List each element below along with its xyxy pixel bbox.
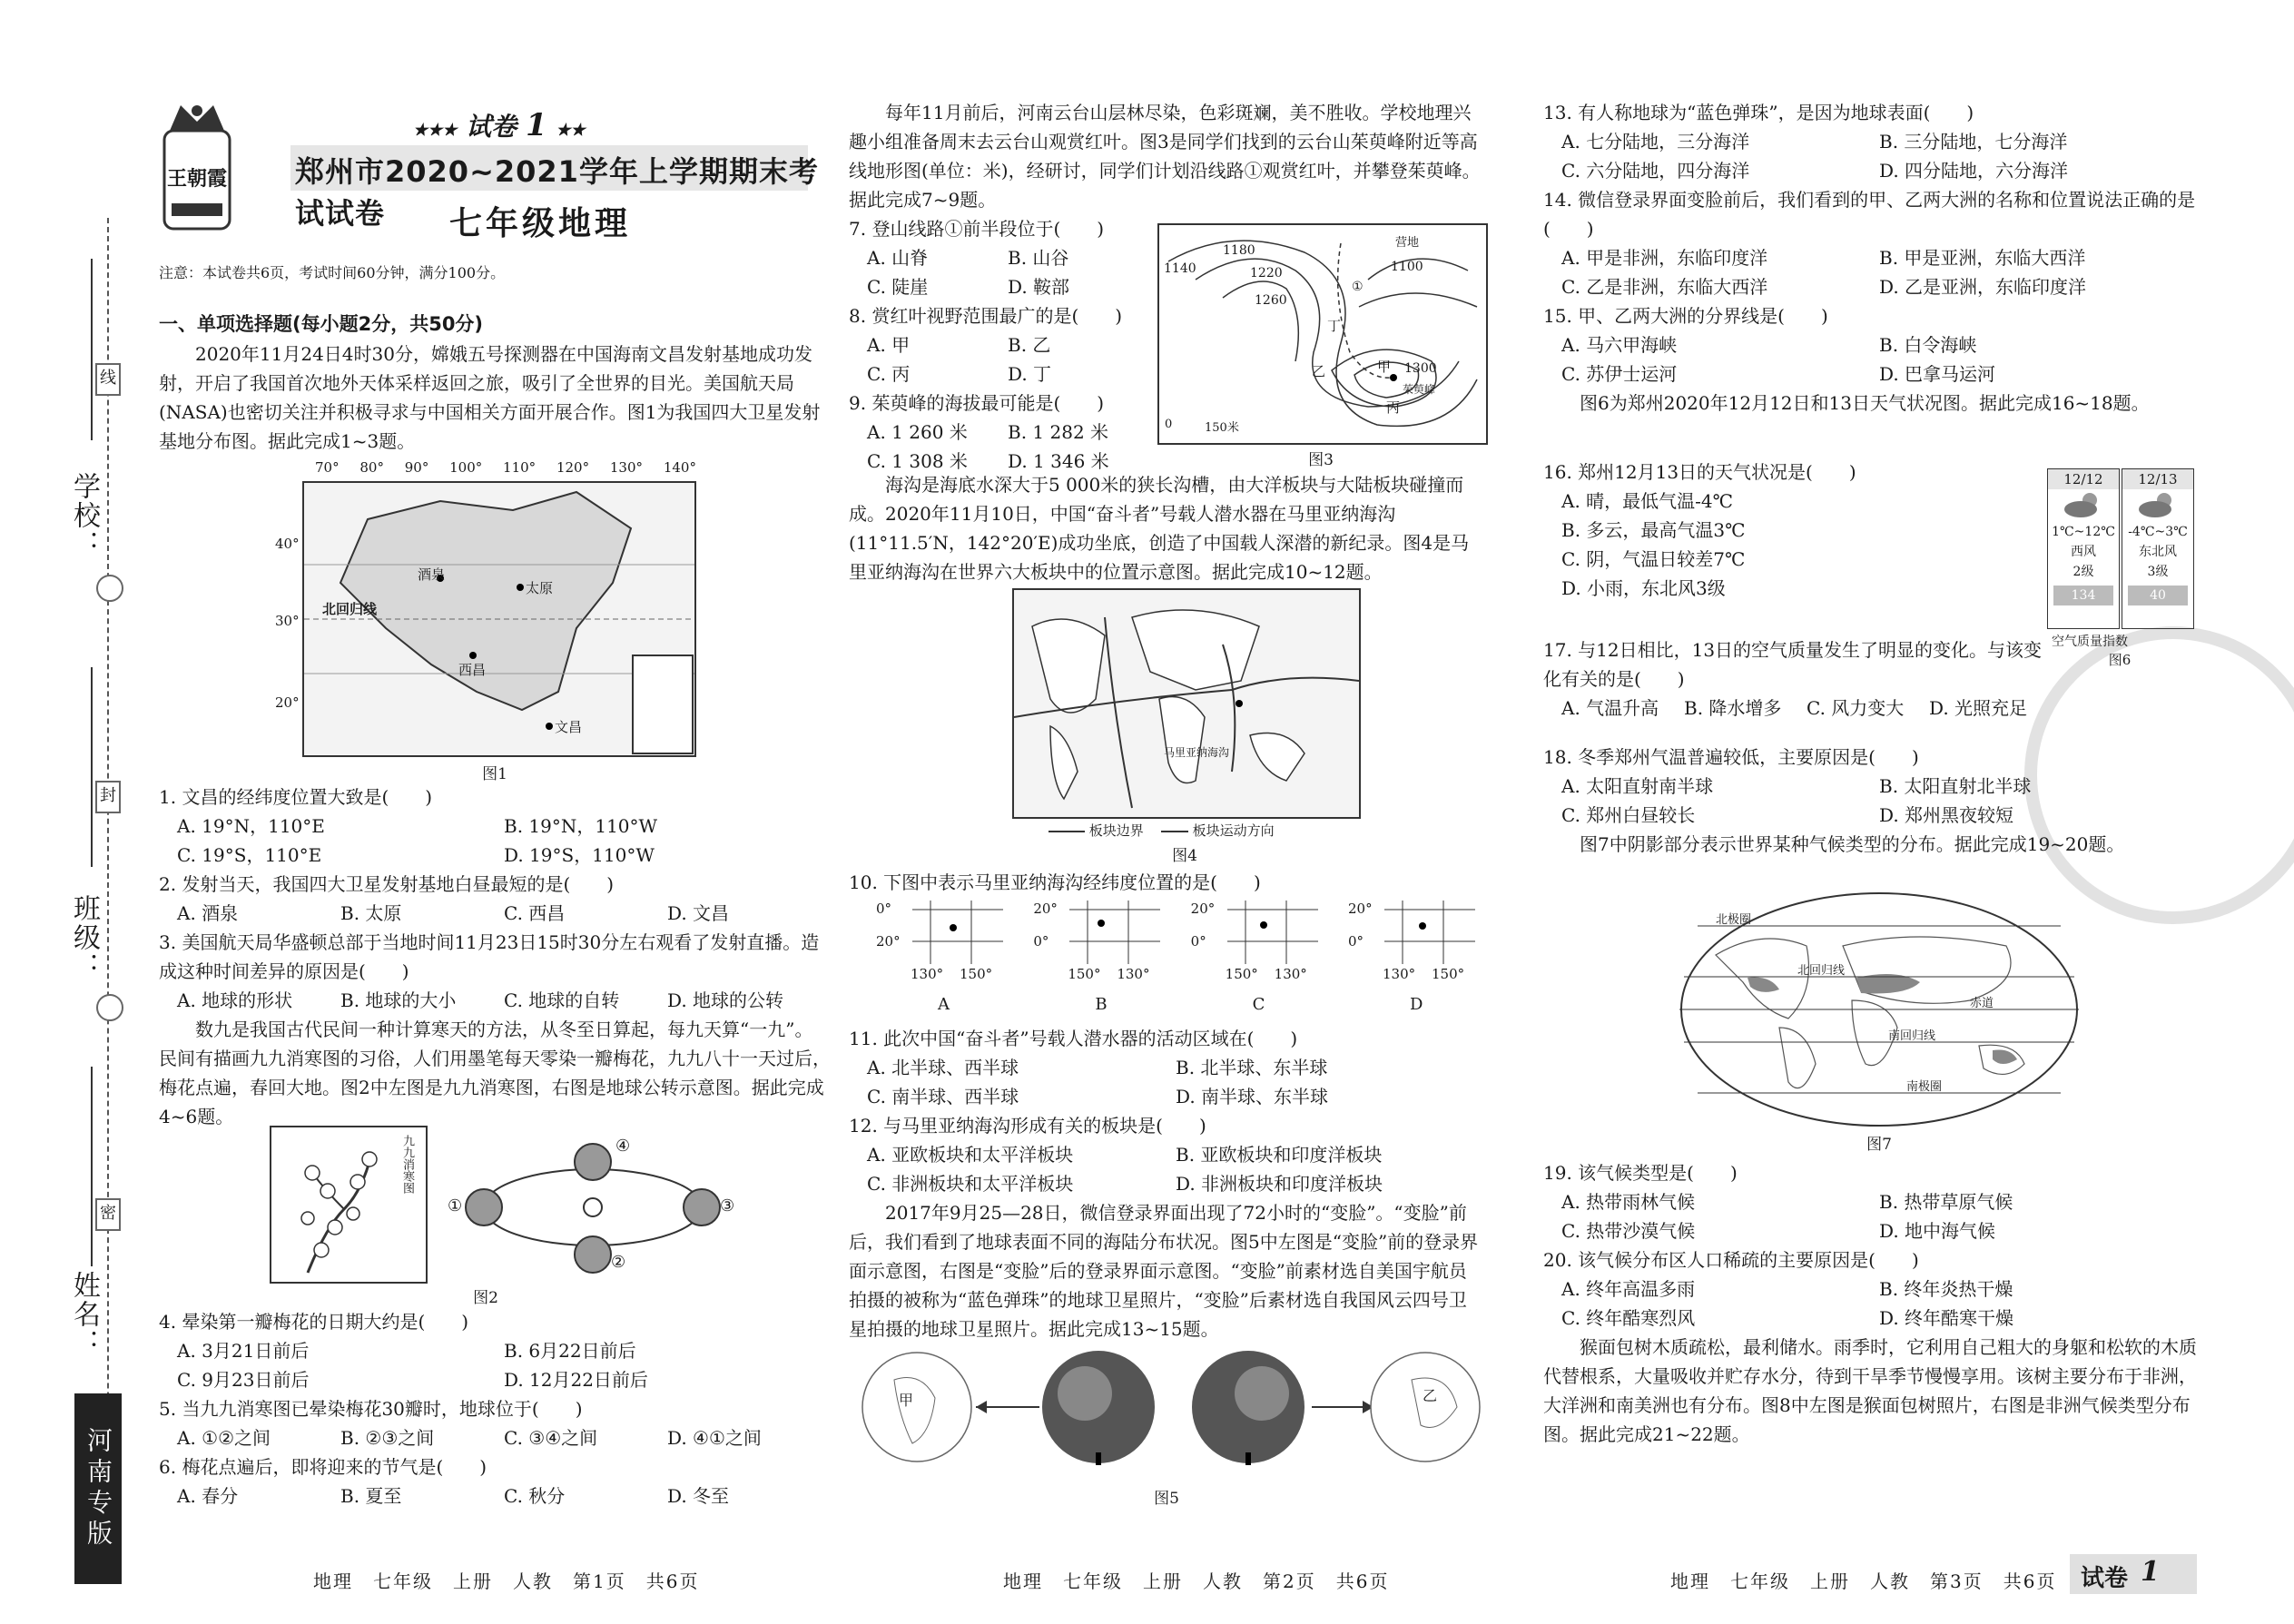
scale-label: 150米 — [1205, 421, 1239, 435]
option: D. 冬至 — [667, 1485, 730, 1507]
section-heading: 一、单项选择题(每小题2分，共50分) — [159, 313, 484, 335]
option: D. 四分陆地，六分海洋 — [1879, 160, 2069, 182]
option: D. 12月22日前后 — [504, 1369, 648, 1391]
brand-name: 王朝霞 — [166, 167, 227, 191]
orbit-position-3: ③ — [720, 1196, 735, 1216]
intro-7-9: 每年11月前后，河南云台山层林尽染，色彩斑斓，美不胜收。学校地理兴趣小组准备周末去云台山观赏红叶。图3是同学们找到的云台山茱萸峰附近等高线地形图(单位：米)，经研讨，同学们计划沿线路①观赏红叶，并攀登茱萸峰。据此完成7~9题。 — [849, 102, 1481, 211]
option: C. 阴，气温日较差7℃ — [1561, 548, 1746, 570]
option: B. 三分陆地，七分海洋 — [1879, 131, 2068, 153]
binding-hole — [96, 575, 123, 602]
contour-label: 1260 — [1255, 293, 1287, 308]
option: C. 六分陆地，四分海洋 — [1561, 160, 1750, 182]
question-5: 5. 当九九消寒图已晕染梅花30瓣时，地球位于( ) — [159, 1398, 583, 1420]
lat-tick: 20° — [275, 694, 300, 711]
tropic-capricorn-label: 南回归线 — [1888, 1029, 1936, 1043]
grid-lat: 0° — [1347, 933, 1364, 950]
lon-tick: 120° — [556, 459, 590, 476]
scale-zero: 0 — [1165, 418, 1173, 431]
contour-label: 1220 — [1250, 266, 1283, 281]
option: C. 9月23日前后 — [177, 1369, 310, 1391]
arctic-circle-label: 北极圈 — [1716, 913, 1752, 927]
option: B. 夏至 — [340, 1485, 402, 1507]
question-6: 6. 梅花点遍后，即将迎来的节气是( ) — [159, 1456, 487, 1478]
seal-mark: 封 — [95, 781, 121, 813]
option: B. 甲是亚洲，东临大西洋 — [1879, 247, 2086, 269]
name-label: 姓名： — [68, 1271, 100, 1358]
weather-date: 12/12 — [2048, 469, 2119, 489]
option: D. 南半球、东半球 — [1176, 1086, 1329, 1107]
question-15-options — [1543, 330, 2197, 389]
option: D. 光照充足 — [1929, 697, 2028, 719]
figure-6-caption: 图6 — [2108, 652, 2132, 668]
intro-1-3: 2020年11月24日4时30分，嫦娥五号探测器在中国海南文昌发射基地成功发射，开启了我国首次地外天体采样返回之旅，吸引了全世界的目光。美国航天局(NASA)也密切关注并积极寻求与中国相关方面开展合作。图1为我国四大卫星发射基地分布图。据此完成1~3题。 — [159, 343, 821, 452]
continent-yi: 乙 — [1423, 1387, 1438, 1404]
col3-questions-b — [1543, 1158, 2197, 1449]
option: B. 北半球、东半球 — [1176, 1057, 1328, 1078]
question-14: 14. 微信登录界面变脸前后，我们看到的甲、乙两大洲的名称和位置说法正确的是( ) — [1543, 189, 2196, 240]
option: D. 文昌 — [667, 902, 730, 924]
question-3-options — [159, 986, 831, 1015]
weather-card-13 — [2122, 468, 2194, 629]
aqi-badge: 134 — [2053, 586, 2113, 605]
option: D. 地球的公转 — [667, 989, 784, 1011]
camp-label: 营地 — [1395, 236, 1420, 250]
weather-temp: 1℃~12℃ — [2052, 525, 2115, 539]
figure-2-plum-chart — [270, 1126, 428, 1284]
contour-label: 1180 — [1223, 243, 1255, 258]
lon-tick: 90° — [404, 459, 429, 476]
binding-hole — [96, 994, 123, 1021]
paper-tab-label: 试卷 — [2081, 1565, 2129, 1592]
intro-19-20: 图7中阴影部分表示世界某种气候类型的分布。据此完成19~20题。 — [1580, 833, 2125, 855]
col3-q18 — [1543, 743, 2197, 859]
paper-tag — [413, 107, 586, 143]
col3-q17 — [1543, 635, 2052, 723]
province-badge: 河南专版 — [74, 1393, 122, 1584]
antarctic-circle-label: 南极圈 — [1906, 1080, 1943, 1094]
figure-1-longitudes — [315, 459, 696, 476]
legend-boundary: 板块边界 — [1088, 822, 1144, 839]
grid-option-a — [876, 901, 1003, 1019]
option: C. 地球的自转 — [504, 989, 620, 1011]
option: A. 终年高温多雨 — [1561, 1278, 1696, 1300]
question-19-options — [1543, 1187, 2197, 1245]
option: D. 丁 — [1008, 363, 1052, 385]
orbit-position-4: ④ — [615, 1137, 631, 1156]
weather-level: 2级 — [2072, 565, 2094, 579]
grid-lat: 0° — [876, 901, 892, 917]
route-label: ① — [1352, 280, 1364, 294]
question-4-options — [159, 1336, 831, 1394]
class-field-line — [91, 667, 93, 867]
figure-2-orbit — [448, 1135, 738, 1280]
grid-lon: 130° — [1117, 966, 1150, 982]
question-1: 1. 文昌的经纬度位置大致是( ) — [159, 786, 433, 808]
label-jiuquan: 酒泉 — [418, 566, 446, 583]
grid-lon: 130° — [911, 966, 944, 982]
option: A. 北半球、西半球 — [867, 1057, 1019, 1078]
option: C. 秋分 — [504, 1485, 566, 1507]
option: A. 3月21日前后 — [177, 1340, 310, 1362]
subject-title: 七年级地理 — [449, 204, 632, 242]
option: A. 七分陆地，三分海洋 — [1561, 131, 1750, 153]
figure-6-legend: 空气质量指数 — [2052, 635, 2128, 649]
option: B. 多云，最高气温3℃ — [1561, 519, 1746, 541]
grid-letter: D — [1409, 995, 1423, 1014]
contour-label: 1100 — [1391, 260, 1423, 274]
option: A. 地球的形状 — [177, 989, 293, 1011]
col1-questions-a — [159, 782, 831, 1131]
option: D. 郑州黑夜较短 — [1879, 804, 2014, 826]
question-9-options — [849, 418, 1148, 476]
option: A. 1 260 米 — [867, 421, 968, 443]
grid-lon: 130° — [1274, 966, 1307, 982]
col2-questions-a — [849, 214, 1148, 476]
option: B. 太原 — [340, 902, 402, 924]
option: A. 酒泉 — [177, 902, 239, 924]
exam-note: 注意：本试卷共6页，考试时间60分钟，满分100分。 — [159, 264, 506, 281]
question-18: 18. 冬季郑州气温普遍较低，主要原因是( ) — [1543, 746, 1919, 768]
question-7-options — [849, 243, 1148, 301]
question-19: 19. 该气候类型是( ) — [1543, 1162, 1738, 1184]
option: B. 6月22日前后 — [504, 1340, 636, 1362]
grid-lat: 0° — [1190, 933, 1206, 950]
question-13-options — [1543, 127, 2197, 185]
col2-questions-b — [849, 1024, 1484, 1343]
grid-lon: 150° — [1068, 966, 1101, 982]
option: C. 终年酷寒烈风 — [1561, 1307, 1696, 1329]
option: A. 甲是非洲，东临印度洋 — [1561, 247, 1768, 269]
option: C. 丙 — [867, 363, 911, 385]
label-taiyuan: 太原 — [526, 580, 554, 596]
intro-4-6: 数九是我国古代民间一种计算寒天的方法，从冬至日算起，每九天算“一九”。民间有描画九九消寒图的习俗，人们用墨笔每天零染一瓣梅花，九九八十一天过后，梅花点遍，春回大地。图2中左图是九九消寒图，右图是地球公转示意图。据此完成4~6题。 — [159, 1019, 831, 1127]
figure-2-caption: 图2 — [473, 1289, 498, 1307]
question-5-options — [159, 1423, 831, 1452]
intro-10-12: 海沟是海底水深大于5 000米的狭长沟槽，由大洋板块与大陆板块碰撞而成。2020年11月10日，中国“奋斗者”号载人潜水器在马里亚纳海沟(11°11.5′N，142°20′E)成功坐底，创造了中国载人深潜的新纪录。图4是马里亚纳海沟在世界六大板块中的位置示意图。据此完成10~12题。 — [849, 474, 1470, 583]
option: D. 终年酷寒干燥 — [1879, 1307, 2014, 1329]
weather-wind: 东北风 — [2139, 545, 2177, 559]
option: A. 甲 — [867, 334, 911, 356]
question-2-options — [159, 899, 831, 928]
line-mark: 线 — [95, 363, 121, 396]
point-yi: 乙 — [1312, 363, 1326, 379]
option: B. ②③之间 — [340, 1427, 435, 1449]
weather-wind: 西风 — [2071, 545, 2096, 559]
option: C. ③④之间 — [504, 1427, 598, 1449]
question-15: 15. 甲、乙两大洲的分界线是( ) — [1543, 305, 1828, 327]
class-label: 班级： — [68, 894, 100, 981]
option: B. 19°N，110°W — [504, 815, 658, 837]
cloud-sun-icon — [2122, 489, 2193, 522]
option: A. 晴，最低气温-4℃ — [1561, 490, 1734, 512]
question-11: 11. 此次中国“奋斗者”号载人潜水器的活动区域在( ) — [849, 1028, 1298, 1049]
question-10-grids — [876, 901, 1475, 1019]
weather-temp: -4℃~3℃ — [2128, 525, 2188, 539]
option: A. 热带雨林气候 — [1561, 1191, 1696, 1213]
option: B. 地球的大小 — [340, 989, 457, 1011]
option: D. 乙是亚洲，东临印度洋 — [1879, 276, 2087, 298]
grid-letter: C — [1252, 995, 1265, 1014]
option: B. 终年炎热干燥 — [1879, 1278, 2013, 1300]
option: C. 南半球、西半球 — [867, 1086, 1019, 1107]
option: B. 降水增多 — [1684, 697, 1782, 719]
weather-card-12 — [2047, 468, 2120, 629]
option: D. ④①之间 — [667, 1427, 762, 1449]
figure-4-caption: 图4 — [1172, 847, 1197, 865]
school-field-line — [91, 259, 93, 440]
stars-right: ★★ — [556, 121, 586, 140]
point-ding: 丁 — [1327, 318, 1342, 334]
label-tropic: 北回归线 — [322, 601, 378, 617]
grid-lon: 130° — [1382, 966, 1416, 982]
label-xichang: 西昌 — [458, 662, 487, 678]
binding-line — [107, 218, 110, 1552]
intro-21-22: 猴面包树木质疏松，最利储水。雨季时，它利用自己粗大的身躯和松软的木质代替根系，大量吸收并贮存水分，待到干旱季节慢慢享用。该树主要分布于非洲，大洋洲和南美洲也有分布。图8中左图是猴面包树照片，右图是非洲气候类型分布图。据此完成21~22题。 — [1543, 1336, 2197, 1445]
grid-option-d — [1348, 901, 1475, 1019]
equator-label: 赤道 — [1970, 997, 1994, 1010]
stars-left: ★★★ — [413, 121, 458, 140]
option: A. 山脊 — [867, 247, 929, 269]
option: A. 马六甲海峡 — [1561, 334, 1678, 356]
label-wenchang: 文昌 — [555, 719, 583, 735]
option: D. 巴拿马运河 — [1879, 363, 1996, 385]
arrow-swatch — [1161, 831, 1188, 832]
question-12-options — [849, 1140, 1484, 1198]
lat-tick: 40° — [275, 536, 300, 552]
grid-letter: A — [938, 995, 950, 1014]
option: C. 风力变大 — [1807, 697, 1905, 719]
figure-4-plate-map — [1012, 588, 1361, 819]
option: D. 1 346 米 — [1008, 450, 1109, 472]
question-17-options — [1543, 694, 2052, 723]
weather-level: 3级 — [2147, 565, 2169, 579]
name-field-line — [91, 1067, 93, 1266]
point-jia: 甲 — [1377, 359, 1392, 375]
option: C. 乙是非洲，东临大西洋 — [1561, 276, 1768, 298]
question-16-options — [1543, 487, 1943, 603]
col3-q16 — [1543, 458, 1943, 603]
page-footer-3: 地理 七年级 上册 人教 第3页 共6页 — [1670, 1570, 2057, 1592]
option: C. 非洲板块和太平洋板块 — [867, 1173, 1074, 1195]
aqi-badge: 40 — [2128, 586, 2188, 605]
school-label: 学校： — [68, 472, 100, 559]
question-8: 8. 赏红叶视野范围最广的是( ) — [849, 305, 1123, 327]
binding-margin — [0, 0, 136, 1624]
orbit-position-2: ② — [611, 1253, 626, 1272]
grid-letter: B — [1095, 995, 1108, 1014]
option: D. 非洲板块和印度洋板块 — [1176, 1173, 1383, 1195]
question-18-options — [1543, 772, 2197, 830]
legend-movement: 板块运动方向 — [1192, 822, 1275, 839]
option: C. 苏伊士运河 — [1561, 363, 1678, 385]
question-7: 7. 登山线路①前半段位于( ) — [849, 218, 1105, 240]
point-bing: 丙 — [1386, 399, 1401, 416]
question-17: 17. 与12日相比，13日的空气质量发生了明显的变化。与该变化有关的是( ) — [1543, 639, 2043, 690]
option: C. 热带沙漠气候 — [1561, 1220, 1696, 1242]
contour-label: 1300 — [1404, 361, 1437, 376]
peak-label: 茱萸峰 — [1403, 383, 1436, 396]
option: B. 太阳直射北半球 — [1879, 775, 2032, 797]
figure-7-caption: 图7 — [1866, 1136, 1892, 1154]
option: B. 白令海峡 — [1879, 334, 1977, 356]
grid-lat: 20° — [876, 933, 901, 950]
option: A. ①②之间 — [177, 1427, 271, 1449]
tropic-cancer-label: 北回归线 — [1797, 964, 1846, 978]
col1-questions-b — [159, 1307, 831, 1511]
option: B. 乙 — [1008, 334, 1051, 356]
question-1-options — [159, 812, 831, 870]
grid-lon: 150° — [1431, 966, 1465, 982]
option: A. 太阳直射南半球 — [1561, 775, 1714, 797]
option: D. 19°S，110°W — [504, 844, 655, 866]
option: D. 地中海气候 — [1879, 1220, 1996, 1242]
contour-label: 1140 — [1164, 261, 1196, 276]
question-12: 12. 与马里亚纳海沟形成有关的板块是( ) — [849, 1115, 1206, 1137]
cloud-sun-icon — [2048, 489, 2119, 522]
weather-date: 12/13 — [2122, 469, 2193, 489]
option: D. 鞍部 — [1008, 276, 1070, 298]
option: C. 19°S，110°E — [177, 844, 322, 866]
exam-title: 郑州市2020~2021学年上学期期末考试试卷 — [295, 154, 819, 231]
figure-5-caption: 图5 — [1154, 1490, 1179, 1508]
option: C. 1 308 米 — [867, 450, 968, 472]
option: C. 陡崖 — [867, 276, 929, 298]
paper-tab-number: 1 — [2141, 1556, 2160, 1588]
paper-tab — [2070, 1554, 2197, 1594]
option: A. 春分 — [177, 1485, 239, 1507]
col1-text-top — [159, 309, 831, 456]
question-13: 13. 有人称地球为“蓝色弹珠”，是因为地球表面( ) — [1543, 102, 1974, 123]
figure-4-legend — [1049, 821, 1275, 840]
question-8-options — [849, 330, 1148, 389]
question-16: 16. 郑州12月13日的天气状况是( ) — [1543, 461, 1856, 483]
option: A. 亚欧板块和太平洋板块 — [867, 1144, 1074, 1166]
page-footer-2: 地理 七年级 上册 人教 第2页 共6页 — [1003, 1570, 1390, 1592]
option: C. 郑州白昼较长 — [1561, 804, 1696, 826]
grid-lon: 150° — [1225, 966, 1258, 982]
paper-label: 试卷 — [466, 112, 517, 142]
brand-logo — [159, 98, 235, 234]
option: A. 气温升高 — [1561, 697, 1659, 719]
close-mark: 密 — [95, 1198, 121, 1231]
lon-tick: 110° — [503, 459, 537, 476]
lat-tick: 30° — [275, 613, 300, 629]
grid-lat: 20° — [1347, 901, 1373, 917]
continent-jia: 甲 — [899, 1392, 914, 1409]
question-9: 9. 茱萸峰的海拔最可能是( ) — [849, 392, 1105, 414]
figure-1-caption: 图1 — [482, 765, 507, 783]
lon-tick: 100° — [449, 459, 483, 476]
question-14-options — [1543, 243, 2197, 301]
boundary-line-swatch — [1049, 831, 1085, 832]
figure-3-contour-map — [1157, 223, 1488, 445]
figure-3-caption: 图3 — [1308, 451, 1334, 469]
lon-tick: 80° — [359, 459, 384, 476]
option: B. 1 282 米 — [1008, 421, 1109, 443]
grid-lat: 0° — [1033, 933, 1049, 950]
page-footer-1: 地理 七年级 上册 人教 第1页 共6页 — [313, 1570, 700, 1592]
option: C. 西昌 — [504, 902, 566, 924]
question-4: 4. 晕染第一瓣梅花的日期大约是( ) — [159, 1311, 469, 1333]
question-10: 10. 下图中表示马里亚纳海沟经纬度位置的是( ) — [849, 871, 1261, 893]
grid-lat: 20° — [1033, 901, 1058, 917]
option: B. 热带草原气候 — [1879, 1191, 2013, 1213]
trench-label: 马里亚纳海沟 — [1164, 746, 1230, 759]
option: B. 山谷 — [1008, 247, 1069, 269]
lon-tick: 70° — [315, 459, 340, 476]
question-20: 20. 该气候分布区人口稀疏的主要原因是( ) — [1543, 1249, 1919, 1271]
figure-7-climate-map — [1679, 891, 2079, 1127]
figure-5-wechat-earth — [849, 1343, 1484, 1480]
grid-lat: 20° — [1190, 901, 1216, 917]
lon-tick: 140° — [663, 459, 696, 476]
grid-option-c — [1191, 901, 1318, 1019]
lon-tick: 130° — [609, 459, 644, 476]
intro-16-18: 图6为郑州2020年12月12日和13日天气状况图。据此完成16~18题。 — [1580, 392, 2150, 414]
question-2: 2. 发射当天，我国四大卫星发射基地白昼最短的是( ) — [159, 873, 615, 895]
intro-13-15: 2017年9月25—28日，微信登录界面出现了72小时的“变脸”。“变脸”前后，我们看到了地球表面不同的海陆分布状况。图5中左图是“变脸”前的登录界面示意图，右图是“变脸”后的登录界面示意图。“变脸”前素材选自美国宇航员拍摄的被称为“蓝色弹珠”的地球卫星照片，“变脸”后素材选自我国风云四号卫星拍摄的地球卫星照片。据此完成13~15题。 — [849, 1202, 1479, 1340]
paper-number: 1 — [525, 107, 547, 143]
question-6-options — [159, 1481, 831, 1511]
option: D. 小雨，东北风3级 — [1561, 577, 1726, 599]
figure-1-map — [302, 481, 696, 757]
grid-option-b — [1033, 901, 1160, 1019]
question-11-options — [849, 1053, 1484, 1111]
figure-2-title: 九九消寒图 — [400, 1135, 414, 1194]
question-20-options — [1543, 1275, 2197, 1333]
option: A. 19°N，110°E — [177, 815, 325, 837]
grid-lon: 150° — [960, 966, 993, 982]
question-3: 3. 美国航天局华盛顿总部于当地时间11月23日15时30分左右观看了发射直播。造成这种时间差异的原因是( ) — [159, 931, 820, 982]
figure-6-weather — [2047, 468, 2192, 632]
option: B. 亚欧板块和印度洋板块 — [1176, 1144, 1383, 1166]
orbit-position-1: ① — [448, 1196, 463, 1216]
col3-questions-a — [1543, 98, 2197, 418]
